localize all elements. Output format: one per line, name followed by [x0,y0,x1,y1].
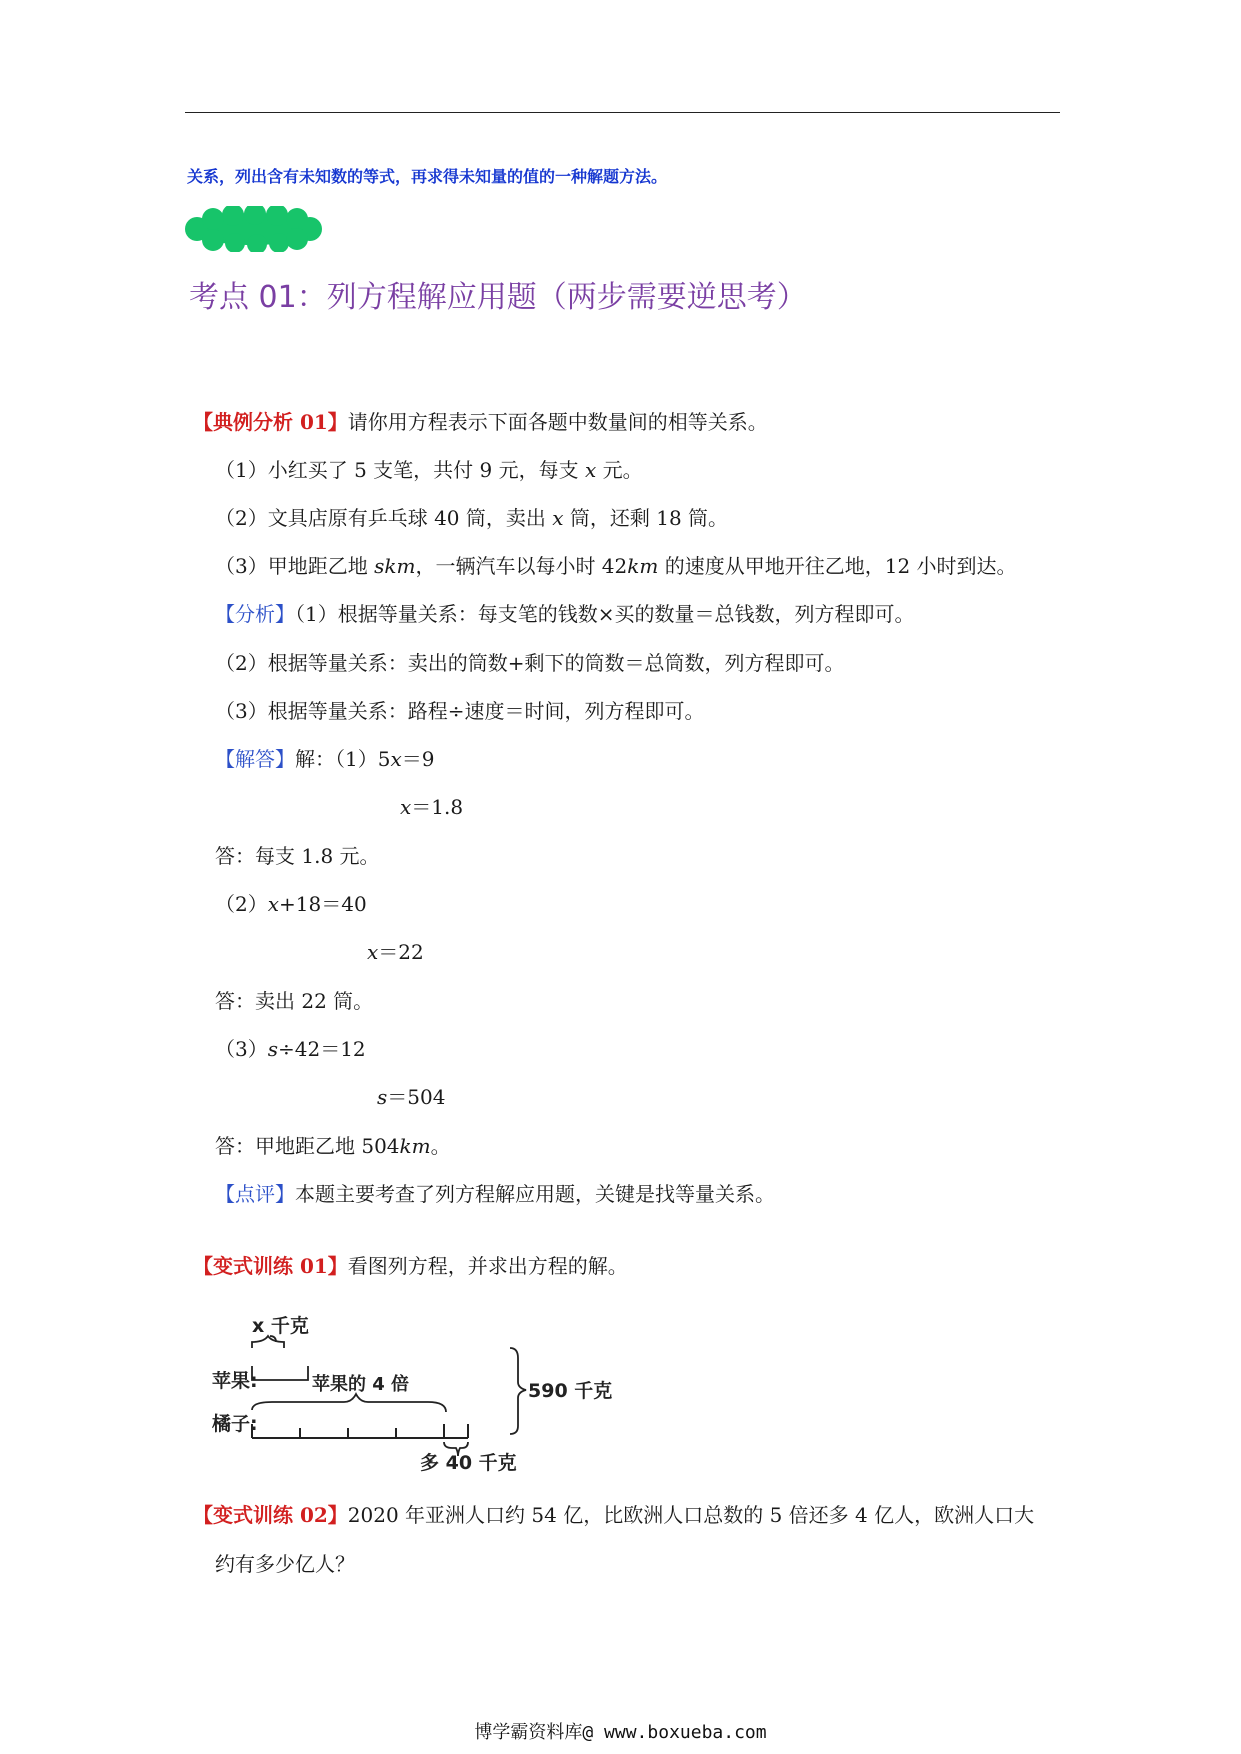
apple-segment [252,1366,308,1380]
apple-top-brace [252,1336,284,1348]
diagram-svg [212,1302,617,1472]
solution-step-1: x＝1.8 [400,795,464,819]
comment-line: 【点评】本题主要考查了列方程解应用题，关键是找等量关系。 [215,1182,775,1206]
times4-brace [252,1394,446,1412]
analysis-label: 【分析】 [215,602,295,626]
diagram-orange-label: 橘子: [212,1413,258,1435]
example-prompt: 请你用方程表示下面各题中数量间的相等关系。 [347,410,768,434]
section-heading: 考点 01：列方程解应用题（两步需要逆思考） [189,280,807,315]
solution-step-2: x＝22 [367,940,424,964]
green-cloud-badge [183,206,323,252]
example-question-2: （2）文具店原有乒乓球 40 筒，卖出 x 筒，还剩 18 筒。 [215,506,729,530]
practice-2-label: 【变式训练 02】 [193,1503,348,1527]
solution-step-3: s＝504 [377,1085,446,1109]
practice-1-label: 【变式训练 01】 [193,1254,348,1278]
example-prompt-line [193,409,768,435]
example-question-1: （1）小红买了 5 支笔，共付 9 元，每支 x 元。 [215,458,643,482]
solution-line-1: 【解答】解：（1）5x＝9 [215,747,435,771]
diagram-x-label: x 千克 [252,1315,309,1337]
example-label: 【典例分析 01】 [193,410,348,434]
analysis-line-2: （2）根据等量关系：卖出的筒数+剩下的筒数＝总筒数，列方程即可。 [215,651,845,675]
line-segment-diagram [212,1302,617,1472]
total-brace [510,1348,526,1434]
diagram-more-label: 多 40 千克 [420,1452,517,1472]
solution-line-2: （2）x+18＝40 [215,892,367,916]
diagram-times4-label: 苹果的 4 倍 [312,1374,410,1395]
comment-label: 【点评】 [215,1182,295,1206]
intro-text: 关系，列出含有未知数的等式，再求得未知量的值的一种解题方法。 [187,167,668,186]
analysis-line-3: （3）根据等量关系：路程÷速度＝时间，列方程即可。 [215,699,705,723]
footer-watermark: 博学霸资料库@ www.boxueba.com [474,1722,767,1743]
practice-2-line-2: 约有多少亿人？ [215,1552,355,1576]
solution-line-3: （3）s÷42＝12 [215,1037,366,1061]
solution-label: 【解答】 [215,747,295,771]
analysis-line-1: 【分析】（1）根据等量关系：每支笔的钱数×买的数量＝总钱数，列方程即可。 [215,602,915,626]
answer-1: 答：每支 1.8 元。 [215,844,380,868]
practice-2-line-1: 【变式训练 02】2020 年亚洲人口约 54 亿，比欧洲人口总数的 5 倍还多 4 亿人，欧洲人口大 [193,1503,1035,1527]
header-rule [185,112,1060,113]
diagram-apple-label: 苹果: [212,1370,258,1392]
answer-3: 答：甲地距乙地 504km。 [215,1134,451,1158]
answer-2: 答：卖出 22 筒。 [215,989,374,1013]
diagram-total-label: 590 千克 [528,1380,613,1402]
example-question-3: （3）甲地距乙地 skm，一辆汽车以每小时 42km 的速度从甲地开往乙地，12 小时到达。 [215,554,1017,578]
practice-1-line: 【变式训练 01】看图列方程，并求出方程的解。 [193,1254,628,1278]
